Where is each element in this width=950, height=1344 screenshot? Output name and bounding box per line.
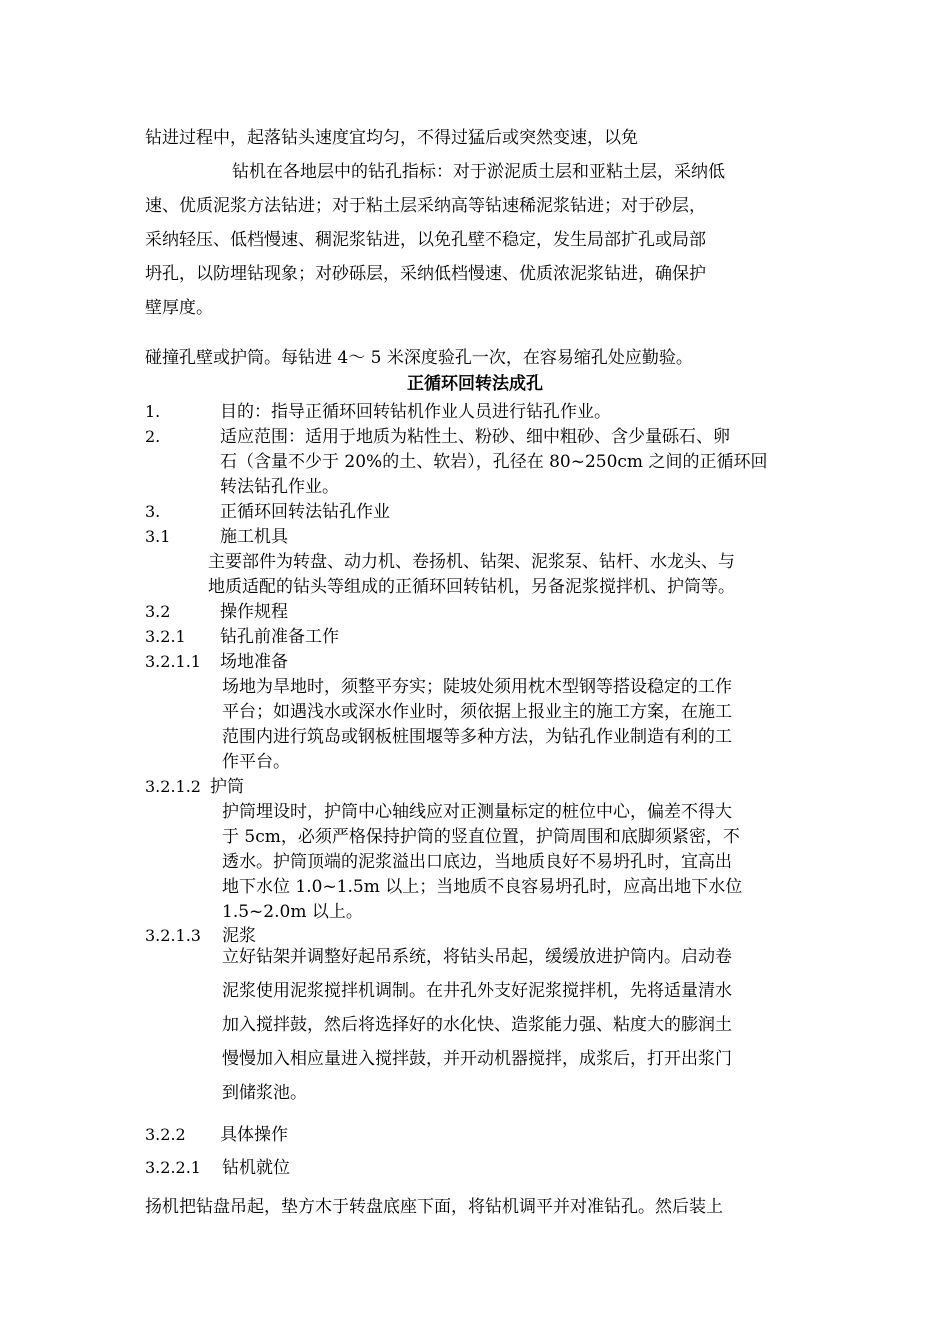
item-text: 范围内进行筑岛或钢板桩围堰等多种方法，为钻孔作业制造有利的工 xyxy=(222,727,732,747)
item-text: 操作规程 xyxy=(220,602,288,622)
item-text: 场地准备 xyxy=(220,652,288,672)
item-number: 3.2.2.1 xyxy=(145,1158,201,1177)
item-text: 加入搅拌鼓，然后将选择好的水化快、造浆能力强、粘度大的膨润土 xyxy=(222,1015,732,1035)
item-number: 3.1 xyxy=(145,527,171,546)
item-text: 目的：指导正循环回转钻机作业人员进行钻孔作业。 xyxy=(220,402,611,422)
paragraph-line: 扬机把钻盘吊起，垫方木于转盘底座下面，将钻机调平并对准钻孔。然后装上 xyxy=(145,1197,723,1217)
item-text: 具体操作 xyxy=(220,1125,288,1145)
item-text: 正循环回转法钻孔作业 xyxy=(220,502,390,522)
item-number: 3.2.1.3 xyxy=(145,926,201,945)
item-text: 石（含量不少于 20%的土、软岩），孔径在 80~250cm 之间的正循环回 xyxy=(220,452,768,472)
item-text: 平台；如遇浅水或深水作业时，须依据上报业主的施工方案，在施工 xyxy=(222,702,732,722)
paragraph-line: 壁厚度。 xyxy=(145,298,213,318)
item-number: 3.2 xyxy=(145,602,171,621)
item-text: 作平台。 xyxy=(222,752,290,772)
paragraph-line: 坍孔，以防埋钻现象；对砂砾层，采纳低档慢速、优质浓泥浆钻进，确保护 xyxy=(145,264,706,284)
item-text: 泥浆使用泥浆搅拌机调制。在井孔外支好泥浆搅拌机，先将适量清水 xyxy=(222,981,732,1001)
item-number: 3.2.2 xyxy=(145,1125,186,1144)
item-text: 慢慢加入相应量进入搅拌鼓，并开动机器搅拌，成浆后，打开出浆门 xyxy=(222,1049,732,1069)
item-text: 1.5~2.0m 以上。 xyxy=(222,902,363,922)
paragraph-line: 采纳轻压、低档慢速、稠泥浆钻进，以免孔壁不稳定，发生局部扩孔或局部 xyxy=(145,230,706,250)
item-number: 1. xyxy=(145,402,161,421)
paragraph-line: 钻进过程中，起落钻头速度宜均匀，不得过猛后或突然变速，以免 xyxy=(145,128,638,148)
item-text: 立好钻架并调整好起吊系统，将钻头吊起，缓缓放进护筒内。启动卷 xyxy=(222,947,732,967)
item-number: 3.2.1.2 xyxy=(145,777,201,796)
item-number: 3.2.1.1 xyxy=(145,652,201,671)
item-text: 场地为旱地时，须整平夯实；陡坡处须用枕木型钢等搭设稳定的工作 xyxy=(222,677,732,697)
item-text: 转法钻孔作业。 xyxy=(220,477,339,497)
item-text: 钻机就位 xyxy=(222,1158,290,1178)
item-text: 泥浆 xyxy=(222,926,256,946)
item-text: 钻孔前准备工作 xyxy=(220,627,339,647)
item-text: 主要部件为转盘、动力机、卷扬机、钻架、泥浆泵、钻杆、水龙头、与 xyxy=(208,552,735,572)
item-text: 地质适配的钻头等组成的正循环回转钻机，另备泥浆搅拌机、护筒等。 xyxy=(208,577,735,597)
paragraph-line: 碰撞孔壁或护筒。每钻进 4～ 5 米深度验孔一次，在容易缩孔处应勤验。 xyxy=(145,348,693,368)
paragraph-line: 速、优质泥浆方法钻进；对于粘土层采纳高等钻速稀泥浆钻进；对于砂层， xyxy=(145,196,706,216)
item-number: 2. xyxy=(145,427,161,446)
item-text: 到储浆池。 xyxy=(222,1083,307,1103)
section-title: 正循环回转法成孔 xyxy=(407,374,543,394)
item-text: 护筒 xyxy=(210,777,244,797)
item-number: 3. xyxy=(145,502,161,521)
item-number: 3.2.1 xyxy=(145,627,186,646)
item-text: 地下水位 1.0~1.5m 以上；当地质不良容易坍孔时，应高出地下水位 xyxy=(222,877,743,897)
paragraph-line: 钻机在各地层中的钻孔指标：对于淤泥质土层和亚粘土层，采纳低 xyxy=(232,162,725,182)
item-text: 透水。护筒顶端的泥浆溢出口底边，当地质良好不易坍孔时，宜高出 xyxy=(222,852,732,872)
item-text: 于 5cm，必须严格保持护筒的竖直位置，护筒周围和底脚须紧密，不 xyxy=(222,827,740,847)
item-text: 施工机具 xyxy=(220,527,288,547)
item-text: 适应范围：适用于地质为粘性土、粉砂、细中粗砂、含少量砾石、卵 xyxy=(220,427,730,447)
item-text: 护筒埋设时，护筒中心轴线应对正测量标定的桩位中心，偏差不得大 xyxy=(222,802,732,822)
